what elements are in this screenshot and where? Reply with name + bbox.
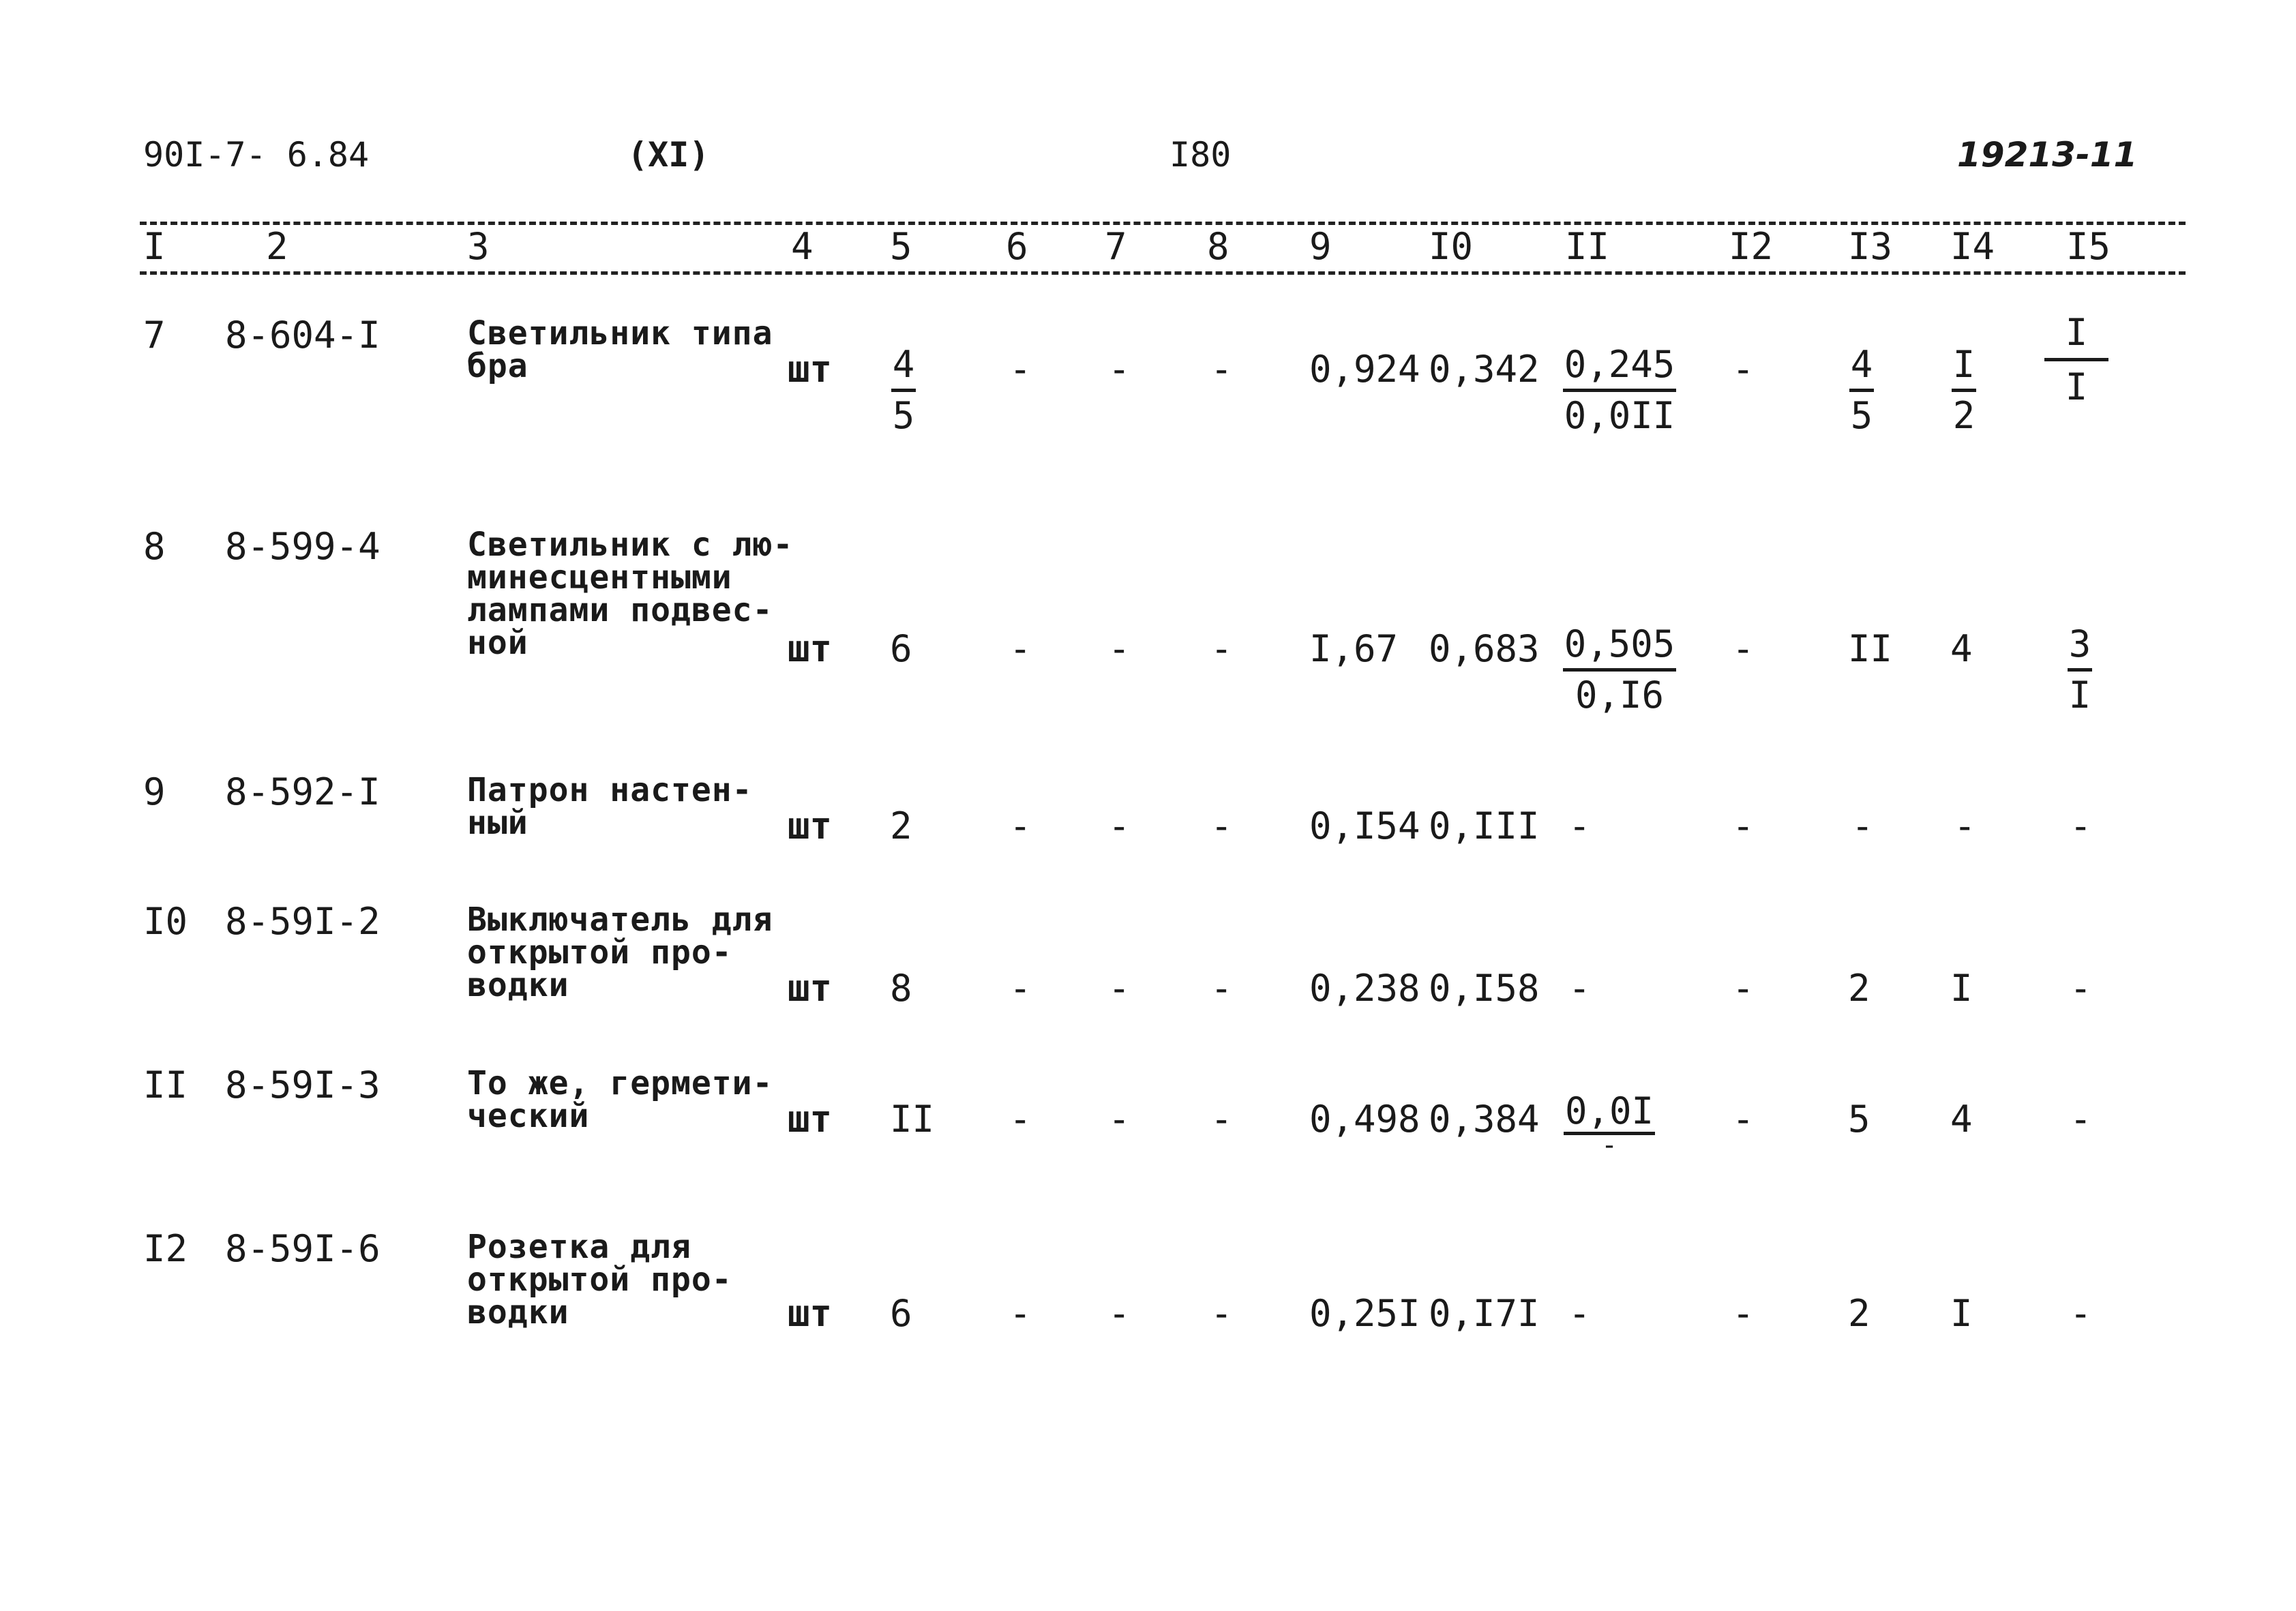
col7-value: -	[1108, 348, 1131, 391]
item-name-line: бра	[467, 347, 528, 385]
col-header-11: II	[1565, 225, 1610, 268]
col-header-14: I4	[1950, 225, 1995, 268]
item-code: 8-592-I	[225, 770, 381, 813]
item-name-line: То же, гермети-	[467, 1064, 773, 1102]
item-name	[467, 1228, 732, 1331]
col14-value: 4	[1950, 627, 1973, 670]
col-header-10: I0	[1429, 225, 1474, 268]
col12-value: -	[1732, 804, 1755, 847]
col9-value: 0,924	[1309, 348, 1420, 391]
col-header-9: 9	[1309, 225, 1332, 268]
col12-value: -	[1732, 348, 1755, 391]
item-name-line: минесцентными	[467, 558, 732, 597]
col13-value: -	[1851, 804, 1874, 847]
item-name	[467, 314, 773, 385]
col10-value: 0,384	[1429, 1098, 1540, 1141]
col6-value: -	[1009, 1098, 1032, 1141]
item-name	[467, 771, 753, 842]
item-name-line: ный	[467, 804, 528, 842]
item-name-line: Патрон настен-	[467, 771, 753, 809]
col15-value: -	[2070, 1292, 2092, 1335]
row-number: II	[143, 1064, 188, 1106]
row-number: I0	[143, 900, 188, 943]
col13-fraction	[1841, 341, 1882, 440]
col9-value: 0,25I	[1309, 1292, 1420, 1335]
fraction-denominator: -	[1600, 1130, 1618, 1161]
col-header-6: 6	[1006, 225, 1028, 268]
col11-fraction	[1562, 1089, 1657, 1161]
fraction-numerator: 4	[891, 341, 916, 392]
col7-value: -	[1108, 804, 1131, 847]
col12-value: -	[1732, 1292, 1755, 1335]
fraction-denominator: 0,I6	[1575, 674, 1665, 717]
row-number: 7	[143, 314, 166, 357]
item-code: 8-599-4	[225, 525, 381, 568]
item-name-line: Светильник с лю-	[467, 526, 794, 564]
col15-fraction	[2059, 620, 2100, 719]
header-bottom-rule	[140, 271, 2186, 275]
col8-value: -	[1210, 1098, 1233, 1141]
quantity: 6	[890, 1292, 912, 1335]
fraction-numerator: I	[2065, 311, 2088, 354]
col7-value: -	[1108, 627, 1131, 670]
col10-value: 0,683	[1429, 627, 1540, 670]
page-number: I80	[1169, 135, 1232, 175]
col10-value: 0,I58	[1429, 967, 1540, 1010]
fraction-denominator: I	[2065, 365, 2088, 408]
col10-value: 0,I7I	[1429, 1292, 1540, 1335]
col8-value: -	[1210, 348, 1233, 391]
row-number: 8	[143, 525, 166, 568]
col14-value: 4	[1950, 1098, 1973, 1141]
col11-value: -	[1568, 967, 1591, 1010]
col8-value: -	[1210, 804, 1233, 847]
col15-value: -	[2070, 967, 2092, 1010]
item-code: 8-604-I	[225, 314, 381, 357]
col14-value: I	[1950, 1292, 1973, 1335]
col9-value: I,67	[1309, 627, 1399, 670]
item-name-line: водки	[467, 1293, 569, 1331]
fraction-denominator: 5	[1850, 394, 1873, 437]
fraction-denominator: I	[2068, 674, 2091, 717]
fraction-numerator: 0,245	[1563, 341, 1677, 392]
col12-value: -	[1732, 627, 1755, 670]
fraction-numerator: 0,505	[1563, 620, 1677, 672]
fraction-denominator: 2	[1952, 394, 1976, 437]
unit: шт	[788, 1098, 833, 1141]
col13-value: II	[1848, 627, 1893, 670]
unit: шт	[788, 967, 833, 1010]
col7-value: -	[1108, 1098, 1131, 1141]
col11-fraction	[1562, 620, 1678, 719]
col15-value: -	[2070, 1098, 2092, 1141]
col6-value: -	[1009, 967, 1032, 1010]
row-number: 9	[143, 770, 166, 813]
col8-value: -	[1210, 1292, 1233, 1335]
item-name-line: лампами подвес-	[467, 591, 773, 629]
document-code: 90I-7- 6.84	[143, 135, 370, 175]
col13-value: 2	[1848, 1292, 1870, 1335]
item-name-line: Светильник типа	[467, 314, 773, 352]
col9-value: 0,498	[1309, 1098, 1420, 1141]
row-number: I2	[143, 1227, 188, 1270]
item-name-line: ной	[467, 624, 528, 662]
fraction-numerator: 4	[1849, 341, 1875, 392]
col8-value: -	[1210, 627, 1233, 670]
archive-stamp: 19213-11	[1957, 135, 2138, 175]
col13-value: 2	[1848, 967, 1870, 1010]
col12-value: -	[1732, 967, 1755, 1010]
item-name-line: водки	[467, 966, 569, 1004]
col14-fraction	[1943, 341, 1984, 440]
item-code: 8-59I-2	[225, 900, 381, 943]
col-header-7: 7	[1105, 225, 1127, 268]
col-header-4: 4	[791, 225, 814, 268]
fraction-numerator: 3	[2068, 620, 2093, 672]
col11-value: -	[1568, 1292, 1591, 1335]
col7-value: -	[1108, 967, 1131, 1010]
col15-fraction	[2039, 307, 2114, 412]
col-header-15: I5	[2066, 225, 2111, 268]
col-header-13: I3	[1848, 225, 1893, 268]
item-name-line: Розетка для	[467, 1228, 691, 1266]
fraction-numerator: 0,0I	[1564, 1091, 1655, 1135]
section-label: (XI)	[627, 135, 710, 175]
item-name	[467, 903, 773, 1002]
col12-value: -	[1732, 1098, 1755, 1141]
quantity: 2	[890, 804, 912, 847]
col-header-8: 8	[1207, 225, 1229, 268]
item-name-line: Выключатель для	[467, 901, 773, 939]
col-header-1: I	[143, 225, 166, 268]
fraction-numerator: I	[1952, 341, 1977, 392]
col6-value: -	[1009, 627, 1032, 670]
quantity: 6	[890, 627, 912, 670]
col9-value: 0,I54	[1309, 804, 1420, 847]
item-name-line: ческий	[467, 1097, 590, 1135]
item-name-line: открытой про-	[467, 933, 732, 972]
unit: шт	[788, 627, 833, 670]
item-name-line: открытой про-	[467, 1261, 732, 1299]
col14-value: -	[1954, 804, 1976, 847]
fraction-denominator: 5	[892, 394, 915, 437]
quantity: 8	[890, 967, 912, 1010]
col10-value: 0,III	[1429, 804, 1540, 847]
item-code: 8-59I-6	[225, 1227, 381, 1270]
quantity-fraction	[883, 341, 924, 440]
col9-value: 0,238	[1309, 967, 1420, 1010]
unit: шт	[788, 348, 833, 391]
col8-value: -	[1210, 967, 1233, 1010]
unit: шт	[788, 1292, 833, 1335]
item-name	[467, 526, 794, 662]
item-code: 8-59I-3	[225, 1064, 381, 1106]
unit: шт	[788, 804, 833, 847]
col13-value: 5	[1848, 1098, 1870, 1141]
item-name	[467, 1064, 773, 1135]
col10-value: 0,342	[1429, 348, 1540, 391]
col-header-12: I2	[1729, 225, 1774, 268]
col11-value: -	[1568, 804, 1591, 847]
col6-value: -	[1009, 804, 1032, 847]
col7-value: -	[1108, 1292, 1131, 1335]
fraction-denominator: 0,0II	[1564, 394, 1675, 437]
col11-fraction	[1562, 341, 1678, 440]
col-header-5: 5	[890, 225, 912, 268]
col15-value: -	[2070, 804, 2092, 847]
quantity: II	[890, 1098, 935, 1141]
col-header-2: 2	[266, 225, 288, 268]
col14-value: I	[1950, 967, 1973, 1010]
col-header-3: 3	[467, 225, 490, 268]
col6-value: -	[1009, 348, 1032, 391]
col6-value: -	[1009, 1292, 1032, 1335]
